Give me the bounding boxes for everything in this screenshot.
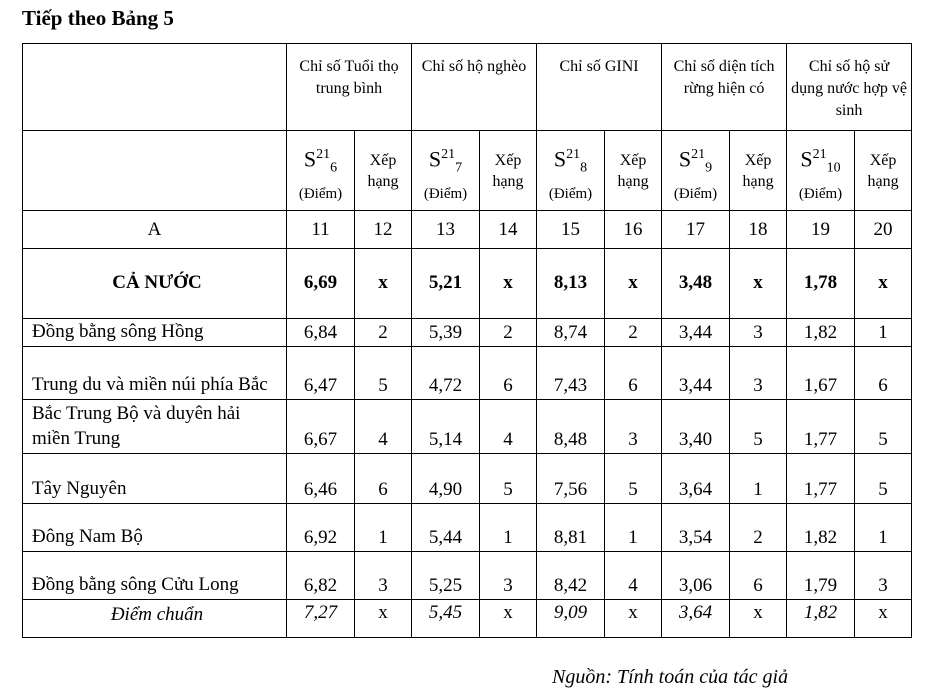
column-number: 14 [480,211,537,249]
group-header-row [23,44,912,131]
rank-cell: 2 [355,319,412,347]
group-header: Chỉ số hộ nghèo [412,44,537,131]
score-cell: 8,74 [537,319,605,347]
score-cell: 3,44 [662,319,730,347]
score-cell: 5,21 [412,249,480,319]
corner-cell [23,131,287,211]
score-cell: 1,79 [787,552,855,600]
region-name: Trung du và miền núi phía Bắc [23,347,287,400]
rank-cell: 6 [480,347,537,400]
region-name: CẢ NƯỚC [23,249,287,319]
region-name: Điểm chuẩn [23,600,287,638]
rank-cell: 3 [730,319,787,347]
region-name: Đồng bằng sông Hồng [23,319,287,347]
score-header: $S^{21}_7$ (Điểm) [412,131,480,211]
column-number: 15 [537,211,605,249]
sub-header-row [23,131,912,211]
score-cell: 3,40 [662,400,730,454]
score-header: $S^{21}_6$ (Điểm) [287,131,355,211]
region-name: Đông Nam Bộ [23,504,287,552]
rank-cell: x [855,600,912,638]
rank-cell: x [730,249,787,319]
score-cell: 4,72 [412,347,480,400]
table-row [23,454,912,504]
group-header: Chỉ số hộ sử dụng nước hợp vệ sinh [787,44,912,131]
table-row [23,552,912,600]
column-number: 11 [287,211,355,249]
table-row [23,347,912,400]
rank-cell: x [480,600,537,638]
rank-cell: 5 [355,347,412,400]
rank-cell: 5 [480,454,537,504]
score-cell: 6,67 [287,400,355,454]
rank-cell: 3 [355,552,412,600]
score-cell: 9,09 [537,600,605,638]
table-row [23,319,912,347]
rank-cell: 3 [605,400,662,454]
score-cell: 1,82 [787,504,855,552]
rank-cell: x [480,249,537,319]
rank-cell: 5 [855,400,912,454]
score-cell: 1,78 [787,249,855,319]
score-cell: 1,77 [787,400,855,454]
score-cell: 1,82 [787,319,855,347]
rank-cell: 3 [730,347,787,400]
column-number: 12 [355,211,412,249]
column-number: 13 [412,211,480,249]
column-number-row [23,211,912,249]
score-cell: 5,25 [412,552,480,600]
table-row [23,504,912,552]
rank-cell: x [730,600,787,638]
column-number: A [23,211,287,249]
rank-cell: 2 [730,504,787,552]
score-cell: 5,44 [412,504,480,552]
score-cell: 3,54 [662,504,730,552]
rank-cell: 5 [730,400,787,454]
score-cell: 3,64 [662,600,730,638]
score-header: $S^{21}_8$ (Điểm) [537,131,605,211]
rank-cell: 2 [480,319,537,347]
rank-cell: x [355,600,412,638]
source-note: Nguồn: Tính toán của tác giả [552,666,789,688]
rank-cell: x [855,249,912,319]
score-cell: 6,46 [287,454,355,504]
data-table [22,43,912,638]
rank-cell: 6 [605,347,662,400]
score-header: $S^{21}_9$ (Điểm) [662,131,730,211]
region-name: Tây Nguyên [23,454,287,504]
score-cell: 8,13 [537,249,605,319]
score-cell: 6,82 [287,552,355,600]
rank-cell: 6 [355,454,412,504]
score-cell: 3,06 [662,552,730,600]
column-number: 17 [662,211,730,249]
group-header: Chỉ số GINI [537,44,662,131]
score-cell: 8,81 [537,504,605,552]
rank-header: Xếp hạng [855,131,912,211]
rank-cell: 1 [730,454,787,504]
score-cell: 1,67 [787,347,855,400]
rank-cell: x [355,249,412,319]
rank-cell: 1 [855,504,912,552]
rank-cell: x [605,249,662,319]
score-header: $S^{21}_{10}$ (Điểm) [787,131,855,211]
rank-header: Xếp hạng [605,131,662,211]
rank-cell: 4 [355,400,412,454]
score-cell: 1,82 [787,600,855,638]
rank-cell: 1 [480,504,537,552]
score-cell: 6,84 [287,319,355,347]
score-cell: 6,69 [287,249,355,319]
rank-cell: 4 [605,552,662,600]
rank-cell: 3 [480,552,537,600]
rank-cell: 6 [730,552,787,600]
score-cell: 3,48 [662,249,730,319]
rank-header: Xếp hạng [480,131,537,211]
table-row [23,400,912,454]
column-number: 20 [855,211,912,249]
column-number: 19 [787,211,855,249]
rank-cell: 5 [605,454,662,504]
rank-cell: 5 [855,454,912,504]
score-cell: 7,43 [537,347,605,400]
region-name: Đồng bằng sông Cửu Long [23,552,287,600]
table-row [23,600,912,638]
score-cell: 5,14 [412,400,480,454]
table-title: Tiếp theo Bảng 5 [22,6,174,30]
rank-cell: 4 [480,400,537,454]
score-cell: 7,56 [537,454,605,504]
rank-cell: 1 [855,319,912,347]
rank-cell: 3 [855,552,912,600]
corner-cell [23,44,287,131]
rank-header: Xếp hạng [355,131,412,211]
table-row [23,249,912,319]
score-cell: 1,77 [787,454,855,504]
rank-cell: 2 [605,319,662,347]
rank-cell: 1 [605,504,662,552]
rank-cell: 1 [355,504,412,552]
score-cell: 6,47 [287,347,355,400]
score-cell: 5,45 [412,600,480,638]
group-header: Chỉ số Tuổi thọ trung bình [287,44,412,131]
column-number: 16 [605,211,662,249]
score-cell: 7,27 [287,600,355,638]
rank-cell: 6 [855,347,912,400]
region-name: Bắc Trung Bộ và duyên hải miền Trung [23,400,287,454]
score-cell: 8,48 [537,400,605,454]
score-cell: 6,92 [287,504,355,552]
score-cell: 4,90 [412,454,480,504]
column-number: 18 [730,211,787,249]
group-header: Chỉ số diện tích rừng hiện có [662,44,787,131]
score-cell: 8,42 [537,552,605,600]
score-cell: 3,64 [662,454,730,504]
score-cell: 3,44 [662,347,730,400]
rank-header: Xếp hạng [730,131,787,211]
score-cell: 5,39 [412,319,480,347]
rank-cell: x [605,600,662,638]
